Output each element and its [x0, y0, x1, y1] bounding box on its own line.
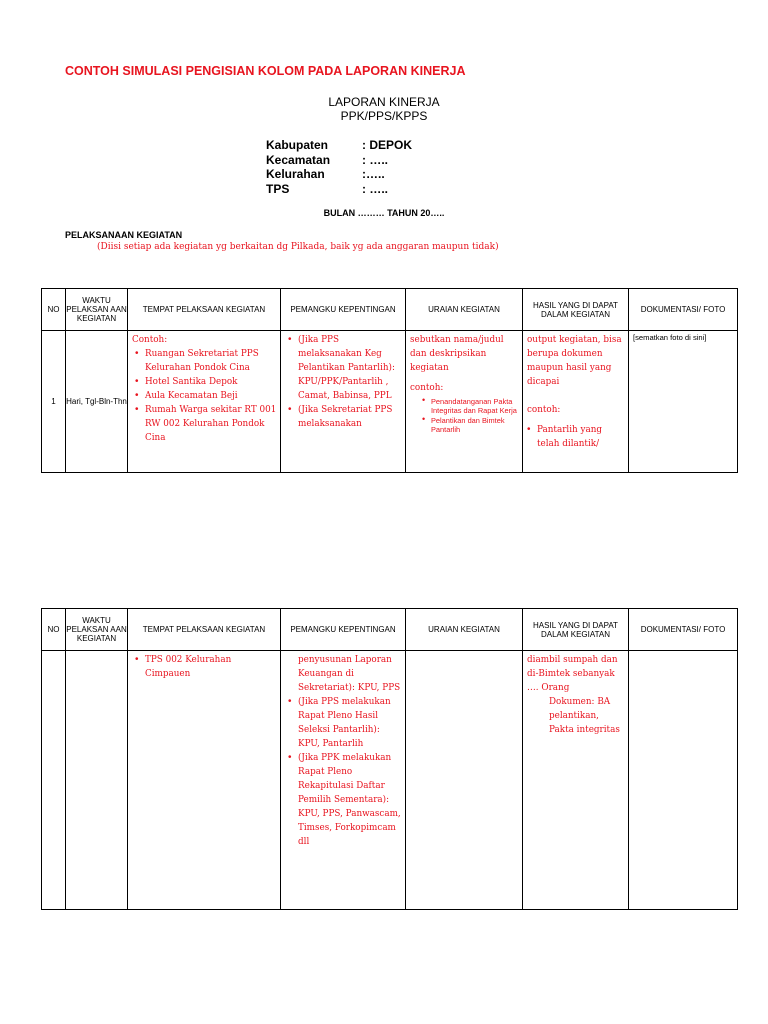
- activity-table-2: [41, 608, 738, 910]
- uraian-list: [410, 397, 519, 434]
- col-header-pemangku: PEMANGKU KEPENTINGAN: [281, 289, 406, 331]
- identity-value: : …..: [362, 152, 388, 167]
- col-header-waktu: WAKTU PELAKSAN AAN KEGIATAN: [66, 609, 128, 651]
- col-header-pemangku: PEMANGKU KEPENTINGAN: [281, 609, 406, 651]
- table-header-row: [42, 289, 738, 331]
- activity-table-1: [41, 288, 738, 473]
- col-header-uraian: URAIAN KEGIATAN: [406, 609, 523, 651]
- list-item: • (Jika PPS melaksanakan Keg Pelantikan Pantarlih): KPU/PPK/Pantarlih , Camat, Babinsa, PPL: [298, 333, 402, 403]
- identity-row-tps: [266, 182, 412, 197]
- list-item: • Rumah Warga sekitar RT 001 RW 002 Kelurahan Pondok Cina: [145, 403, 277, 445]
- identity-row-kelurahan: [266, 167, 412, 182]
- pemangku-list: [285, 695, 402, 849]
- cell-hasil: [523, 651, 629, 910]
- identity-value: : …..: [362, 181, 388, 196]
- list-item: • Pelantikan dan Bimtek Pantarlih: [431, 416, 519, 434]
- uraian-intro: sebutkan nama/judul dan deskripsikan kegiatan: [410, 335, 504, 373]
- cell-dokumentasi: [629, 331, 738, 473]
- pemangku-list: [285, 333, 402, 431]
- list-item: • Penandatanganan Pakta Integritas dan Rapat Kerja: [431, 397, 519, 415]
- section-note: (Diisi setiap ada kegiatan yg berkaitan dg Pilkada, baik yg ada anggaran maupun tidak): [97, 242, 499, 252]
- list-item: • (Jika PPS melakukan Rapat Pleno Hasil Seleksi Pantarlih): KPU, Pantarlih: [298, 695, 402, 751]
- document-title: CONTOH SIMULASI PENGISIAN KOLOM PADA LAPORAN KINERJA: [65, 64, 466, 78]
- col-header-hasil: HASIL YANG DI DAPAT DALAM KEGIATAN: [523, 609, 629, 651]
- table-row: [42, 651, 738, 910]
- col-header-hasil: HASIL YANG DI DAPAT DALAM KEGIATAN: [523, 289, 629, 331]
- report-title-line-2: PPK/PPS/KPPS: [340, 109, 428, 123]
- col-header-uraian: URAIAN KEGIATAN: [406, 289, 523, 331]
- report-title-line-1: LAPORAN KINERJA: [328, 95, 440, 109]
- cell-pemangku: [281, 651, 406, 910]
- cell-no: 1: [42, 331, 66, 473]
- list-item: • Hotel Santika Depok: [145, 375, 277, 389]
- list-item: • Ruangan Sekretariat PPS Kelurahan Pondok Cina: [145, 347, 277, 375]
- hasil-dokumen: Dokumen: BA pelantikan, Pakta integritas: [549, 697, 620, 735]
- cell-no: [42, 651, 66, 910]
- hasil-continued: diambil sumpah dan di-Bimtek sebanyak …. Orang: [527, 655, 618, 693]
- hasil-contoh-label: contoh:: [527, 405, 561, 415]
- cell-tempat: [128, 331, 281, 473]
- col-header-no: NO: [42, 609, 66, 651]
- table-row: [42, 331, 738, 473]
- identity-value: : DEPOK: [362, 138, 413, 152]
- tempat-intro: Contoh:: [132, 335, 168, 345]
- identity-label: Kelurahan: [266, 167, 325, 181]
- identity-value: :…..: [362, 167, 385, 181]
- col-header-tempat: TEMPAT PELAKSAAN KEGIATAN: [128, 609, 281, 651]
- identity-row-kabupaten: [266, 138, 412, 153]
- list-item: • Pantarlih yang telah dilantik/: [537, 423, 625, 451]
- hasil-intro: output kegiatan, bisa berupa dokumen maupun hasil yang dicapai: [527, 335, 622, 387]
- hasil-list: [527, 423, 625, 451]
- col-header-waktu: WAKTU PELAKSAN AAN KEGIATAN: [66, 289, 128, 331]
- cell-waktu: Hari, Tgl-Bln-Thn: [66, 331, 128, 473]
- identity-row-kecamatan: [266, 153, 412, 168]
- cell-pemangku: [281, 331, 406, 473]
- cell-tempat: [128, 651, 281, 910]
- list-item: • Aula Kecamatan Beji: [145, 389, 277, 403]
- identity-label: Kecamatan: [266, 152, 331, 167]
- tempat-list: [132, 347, 277, 445]
- list-item: • (Jika PPK melakukan Rapat Pleno Rekapitulasi Daftar Pemilih Sementara): KPU, PPS, Panwascam, Timses, Forkopimcam dll: [298, 751, 402, 849]
- uraian-contoh-label: contoh:: [410, 383, 444, 393]
- section-title: PELAKSANAAN KEGIATAN: [65, 230, 183, 240]
- cell-waktu: [66, 651, 128, 910]
- photo-placeholder: [sematkan foto di sini]: [633, 333, 707, 342]
- identity-label: Kabupaten: [266, 138, 329, 152]
- cell-dokumentasi: [629, 651, 738, 910]
- list-item: • (Jika Sekretariat PPS melaksanakan: [298, 403, 402, 431]
- identity-block: [266, 138, 412, 196]
- tempat-list: [132, 653, 277, 681]
- list-item: • TPS 002 Kelurahan Cimpauen: [145, 653, 277, 681]
- pemangku-continued: penyusunan Laporan Keuangan di Sekretariat): KPU, PPS: [298, 655, 401, 693]
- col-header-dokumentasi: DOKUMENTASI/ FOTO: [629, 609, 738, 651]
- col-header-tempat: TEMPAT PELAKSAAN KEGIATAN: [128, 289, 281, 331]
- identity-label: TPS: [266, 181, 290, 196]
- cell-uraian: [406, 651, 523, 910]
- cell-hasil: [523, 331, 629, 473]
- report-period: BULAN ……… TAHUN 20…..: [323, 208, 445, 218]
- cell-uraian: [406, 331, 523, 473]
- col-header-no: NO: [42, 289, 66, 331]
- col-header-dokumentasi: DOKUMENTASI/ FOTO: [629, 289, 738, 331]
- table-header-row: [42, 609, 738, 651]
- report-title: [0, 95, 768, 123]
